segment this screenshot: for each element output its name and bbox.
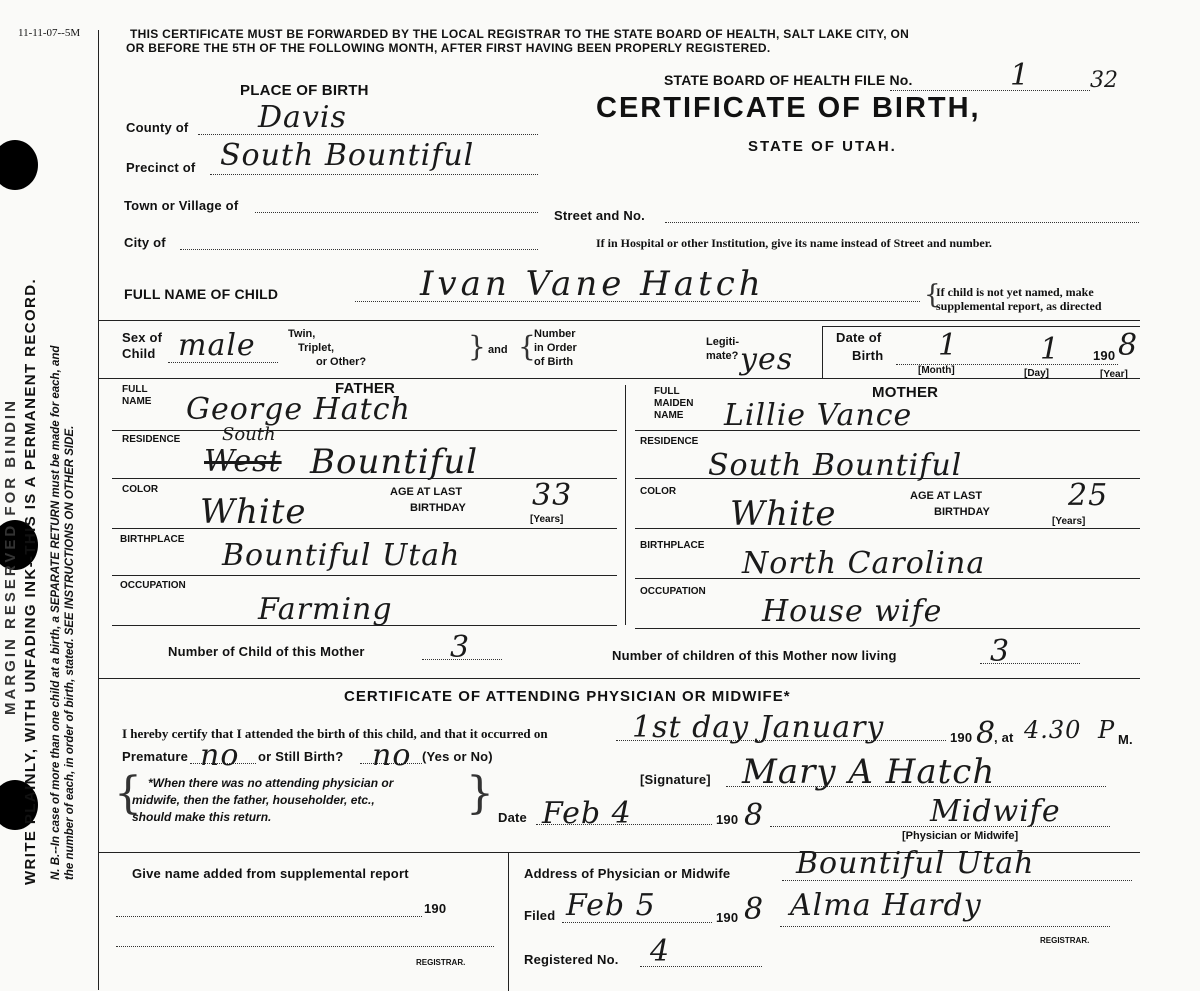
physician-heading: CERTIFICATE OF ATTENDING PHYSICIAN OR MIDWIFE* bbox=[344, 688, 791, 705]
order-label-3: of Birth bbox=[534, 356, 574, 368]
note-brace-left: { bbox=[114, 768, 142, 819]
number-brace: { bbox=[518, 330, 536, 363]
birth-year-value: 8 bbox=[976, 716, 997, 751]
month-label: [Month] bbox=[918, 365, 955, 376]
sex-label-1: Sex of bbox=[122, 330, 163, 345]
supplemental-heading: Give name added from supplemental report bbox=[132, 866, 409, 881]
registrar-label: REGISTRAR. bbox=[1040, 936, 1090, 945]
dob-top-line bbox=[822, 326, 1140, 327]
supplemental-line-1 bbox=[116, 916, 422, 917]
father-years-label: [Years] bbox=[530, 514, 564, 525]
note-brace-right: } bbox=[466, 768, 494, 819]
children-living-value: 3 bbox=[990, 634, 1011, 669]
footer-divider bbox=[508, 852, 509, 991]
father-birthplace-value: Bountiful Utah bbox=[222, 538, 461, 573]
twin-label-1: Twin, bbox=[288, 328, 316, 340]
side-note-2: the number of each, in order of birth, stated. SEE INSTRUCTIONS ON OTHER SIDE. bbox=[64, 425, 76, 880]
physician-note-3: should make this return. bbox=[132, 810, 272, 824]
premature-value: no bbox=[200, 738, 240, 773]
mother-name-value: Lillie Vance bbox=[724, 398, 913, 433]
at-label: , at bbox=[994, 730, 1014, 745]
mother-age-label-2: BIRTHDAY bbox=[934, 506, 990, 518]
mother-name-label-1: FULL bbox=[654, 386, 680, 397]
mother-heading: MOTHER bbox=[872, 384, 939, 401]
father-residence-struck: West bbox=[204, 444, 282, 479]
side-note-1: N. B.--In case of more than one child at a birth, a SEPARATE RETURN must be made for each, and bbox=[50, 345, 62, 880]
street-label: Street and No. bbox=[554, 208, 645, 223]
mother-color-value: White bbox=[730, 494, 837, 534]
signature-label: [Signature] bbox=[640, 772, 711, 787]
m-label: M. bbox=[1118, 732, 1133, 747]
birth-year-prefix: 190 bbox=[950, 730, 973, 745]
father-age-label-1: AGE AT LAST bbox=[390, 486, 463, 498]
father-name-value: George Hatch bbox=[186, 392, 411, 427]
order-label-2: in Order bbox=[534, 342, 577, 354]
filed-year-value: 8 bbox=[744, 892, 765, 927]
order-label-1: Number bbox=[534, 328, 576, 340]
sex-value: male bbox=[178, 328, 256, 363]
children-living-label: Number of children of this Mother now living bbox=[612, 648, 897, 663]
dob-day-value: 1 bbox=[1040, 332, 1061, 367]
father-name-label-2: NAME bbox=[122, 396, 152, 407]
precinct-value: South Bountiful bbox=[220, 138, 475, 173]
address-value: Bountiful Utah bbox=[796, 846, 1035, 881]
city-line bbox=[180, 249, 538, 250]
mother-occupation-label: OCCUPATION bbox=[640, 586, 706, 597]
registered-value: 4 bbox=[650, 934, 671, 969]
father-name-label-1: FULL bbox=[122, 384, 148, 395]
child-number-label: Number of Child of this Mother bbox=[168, 644, 365, 659]
form-code: 11-11-07--5M bbox=[18, 27, 81, 39]
occurred-value: 1st day January bbox=[632, 710, 885, 745]
twin-label-2: Triplet, bbox=[298, 342, 335, 354]
date-value: Feb 4 bbox=[542, 796, 632, 831]
mother-birthplace-value: North Carolina bbox=[742, 546, 986, 581]
father-age-label-2: BIRTHDAY bbox=[410, 502, 466, 514]
father-occupation-label: OCCUPATION bbox=[120, 580, 186, 591]
file-no-value: 1 bbox=[1010, 58, 1031, 93]
father-heading: FATHER bbox=[335, 380, 396, 397]
child-name-value: Ivan Vane Hatch bbox=[420, 264, 765, 304]
child-name-label: FULL NAME OF CHILD bbox=[124, 286, 279, 302]
child-number-value: 3 bbox=[450, 630, 471, 665]
dob-divider bbox=[822, 326, 823, 378]
mother-years-label: [Years] bbox=[1052, 516, 1086, 527]
physician-note-1: *When there was no attending physician or bbox=[148, 776, 394, 790]
filed-label: Filed bbox=[524, 908, 556, 923]
sex-label-2: Child bbox=[122, 346, 156, 361]
pm-value: P bbox=[1098, 716, 1116, 744]
father-age-value: 33 bbox=[532, 478, 573, 513]
registrar-signature: Alma Hardy bbox=[790, 888, 982, 923]
day-label: [Day] bbox=[1024, 368, 1050, 379]
mother-name-label-2: MAIDEN bbox=[654, 398, 694, 409]
dob-label-1: Date of bbox=[836, 330, 882, 345]
father-row-1 bbox=[112, 430, 617, 431]
mother-color-label: COLOR bbox=[640, 486, 677, 497]
mother-residence-value: South Bountiful bbox=[708, 448, 963, 483]
county-label: County of bbox=[126, 120, 189, 135]
supplemental-line-2 bbox=[116, 946, 494, 947]
father-birthplace-label: BIRTHPLACE bbox=[120, 534, 185, 545]
filed-value: Feb 5 bbox=[566, 888, 656, 923]
twin-label-3: or Other? bbox=[316, 356, 367, 368]
name-note-brace: { bbox=[924, 280, 941, 310]
supplemental-year: 190 bbox=[424, 901, 447, 916]
signature-value: Mary A Hatch bbox=[742, 752, 996, 792]
top-notice-line-2: OR BEFORE THE 5TH OF THE FOLLOWING MONTH, AFTER FIRST HAVING BEEN PROPERLY REGISTERED. bbox=[126, 41, 771, 55]
place-of-birth-heading: PLACE OF BIRTH bbox=[240, 82, 369, 99]
father-row-4 bbox=[112, 575, 617, 576]
row-line-2 bbox=[98, 378, 1140, 379]
still-birth-value: no bbox=[372, 738, 412, 773]
row-line-1 bbox=[98, 320, 1140, 321]
father-residence-value: Bountiful bbox=[310, 442, 479, 482]
father-residence-label: RESIDENCE bbox=[122, 434, 181, 445]
county-line bbox=[198, 134, 538, 135]
name-note-line-1: If child is not yet named, make bbox=[936, 285, 1094, 299]
role-label: [Physician or Midwife] bbox=[902, 830, 1019, 842]
state-label: STATE OF UTAH. bbox=[748, 138, 897, 155]
mother-row-3 bbox=[635, 528, 1140, 529]
address-label: Address of Physician or Midwife bbox=[524, 866, 731, 881]
yes-no-label: (Yes or No) bbox=[422, 749, 493, 764]
mother-occupation-value: House wife bbox=[762, 594, 943, 629]
supplemental-registrar-label: REGISTRAR. bbox=[416, 958, 466, 967]
father-occupation-value: Farming bbox=[258, 592, 393, 627]
father-color-value: White bbox=[200, 492, 307, 532]
registered-label: Registered No. bbox=[524, 952, 619, 967]
mother-age-label-1: AGE AT LAST bbox=[910, 490, 983, 502]
date-year-value: 8 bbox=[744, 798, 765, 833]
top-notice-line-1: THIS CERTIFICATE MUST BE FORWARDED BY THE LOCAL REGISTRAR TO THE STATE BOARD OF HEALTH, SALT LAKE CITY, ON bbox=[130, 27, 910, 41]
dob-year-value: 8 bbox=[1118, 328, 1139, 363]
father-row-3 bbox=[112, 528, 617, 529]
mother-birthplace-label: BIRTHPLACE bbox=[640, 540, 705, 551]
legit-label-2: mate? bbox=[706, 350, 739, 362]
father-color-label: COLOR bbox=[122, 484, 159, 495]
precinct-label: Precinct of bbox=[126, 160, 196, 175]
file-no-label: STATE BOARD OF HEALTH FILE No. bbox=[664, 72, 913, 88]
dob-year-prefix: 190 bbox=[1093, 348, 1116, 363]
street-line bbox=[665, 222, 1139, 223]
binding-hole-top bbox=[0, 140, 38, 190]
legit-value: yes bbox=[740, 342, 794, 377]
physician-note-2: midwife, then the father, householder, etc., bbox=[132, 793, 375, 807]
role-value: Midwife bbox=[930, 794, 1061, 829]
mother-name-label-3: NAME bbox=[654, 410, 684, 421]
mother-age-value: 25 bbox=[1068, 478, 1109, 513]
legit-label-1: Legiti- bbox=[706, 336, 739, 348]
filed-year-prefix: 190 bbox=[716, 910, 739, 925]
registrar-line bbox=[780, 926, 1110, 927]
premature-label: Premature bbox=[122, 749, 189, 764]
dob-label-2: Birth bbox=[852, 348, 884, 363]
year-label: [Year] bbox=[1100, 369, 1128, 380]
city-label: City of bbox=[124, 235, 166, 250]
town-line bbox=[255, 212, 538, 213]
name-note-line-2: supplemental report, as directed bbox=[936, 299, 1102, 313]
hospital-note: If in Hospital or other Institution, give its name instead of Street and number. bbox=[596, 236, 992, 250]
certify-text: I hereby certify that I attended the birth of this child, and that it occurred on bbox=[122, 726, 548, 741]
precinct-line bbox=[210, 174, 538, 175]
and-label: and bbox=[488, 344, 508, 356]
twin-brace: } bbox=[468, 330, 486, 363]
row-line-3 bbox=[98, 678, 1140, 679]
left-border-line bbox=[98, 30, 99, 990]
certificate-title: CERTIFICATE OF BIRTH, bbox=[596, 92, 981, 124]
still-birth-label: or Still Birth? bbox=[258, 749, 344, 764]
father-residence-south: South bbox=[222, 424, 276, 445]
file-no-extra: 32 bbox=[1090, 68, 1118, 93]
date-year-prefix: 190 bbox=[716, 812, 739, 827]
file-no-line bbox=[890, 90, 1090, 91]
date-label: Date bbox=[498, 810, 527, 825]
county-value: Davis bbox=[258, 100, 347, 135]
side-instruction-1: WRITE PLAINLY, WITH UNFADING INK--THIS IS A PERMANENT RECORD. bbox=[22, 277, 39, 885]
mother-residence-label: RESIDENCE bbox=[640, 436, 699, 447]
parents-divider bbox=[625, 385, 626, 625]
town-label: Town or Village of bbox=[124, 198, 239, 213]
side-margin-text: MARGIN RESERVED FOR BINDIN bbox=[2, 398, 19, 715]
time-value: 4.30 bbox=[1024, 716, 1082, 744]
dob-month-value: 1 bbox=[938, 328, 959, 363]
